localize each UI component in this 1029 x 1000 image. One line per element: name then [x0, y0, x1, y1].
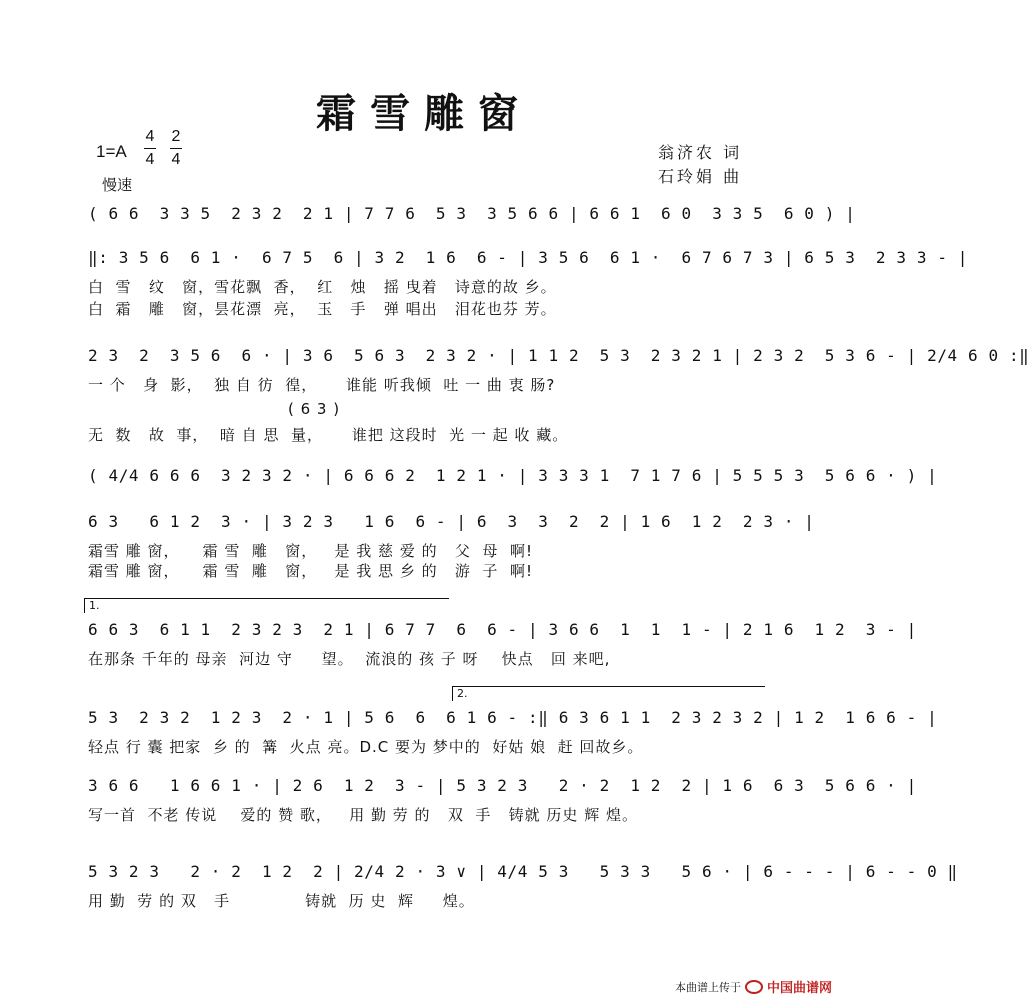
notation: ( 4/4 6 6 6 3 2 3 2 · | 6 6 6 2 1 2 1 · | 3 3 3 1 7 1 7 6 | 5 5 5 3 5 6 6 · ) | — [88, 466, 938, 485]
lyric-verse-1: 用 勤 劳 的 双 手 铸就 历 史 辉 煌。 — [88, 892, 475, 910]
lyricist-credit: 翁济农 词 — [658, 143, 743, 162]
notation: 3 6 6 1 6 6 1 · | 2 6 1 2 3 - | 5 3 2 3 2 · 2 1 2 2 | 1 6 6 3 5 6 6 · | — [88, 776, 917, 795]
song-title: 霜雪雕窗 — [316, 90, 532, 137]
notation: 5 3 2 3 2 · 2 1 2 2 | 2/4 2 · 3 ∨ | 4/4 5 3 5 3 3 5 6 · | 6 - - - | 6 - - 0 ‖ — [88, 862, 958, 881]
lyric-verse-1: 一 个 身 影， 独 自 彷 徨， 谁能 听我倾 吐 一 曲 衷 肠? — [88, 376, 556, 394]
volta-1: 1. — [84, 598, 449, 613]
time-sig-1-top: 4 — [145, 128, 155, 145]
lyric-verse-1: 轻点 行 囊 把家 乡 的 篝 火点 亮。D.C 要为 梦中的 好姑 娘 赶 回故乡。 — [88, 738, 644, 756]
footer-watermark — [675, 977, 832, 996]
time-sig-2-bottom: 4 — [171, 151, 181, 168]
lyric-verse-2: 无 数 故 事， 暗 自 思 量， 谁把 这段时 光 一 起 收 藏。 — [88, 426, 569, 444]
site-name: 中国曲谱网 — [766, 981, 832, 996]
composer-credit: 石玲娟 曲 — [658, 167, 743, 186]
key-signature: 1=A — [96, 142, 127, 161]
notation: 6 6 3 6 1 1 2 3 2 3 2 1 | 6 7 7 6 6 - | 3 6 6 1 1 1 - | 2 1 6 1 2 3 - | — [88, 620, 917, 639]
time-sig-1-bottom: 4 — [145, 151, 155, 168]
notation: 2 3 2 3 5 6 6 · | 3 6 5 6 3 2 3 2 · | 1 1 2 5 3 2 3 2 1 | 2 3 2 5 3 6 - | 2/4 6 0 :‖ — [88, 346, 1029, 365]
lyric-verse-1: 白 雪 纹 窗，雪花飘 香， 红 烛 摇 曳着 诗意的故 乡。 — [88, 278, 557, 296]
uploaded-label: 本曲谱上传于 — [674, 980, 741, 994]
notation: ( 6 6 3 3 5 2 3 2 2 1 | 7 7 6 5 3 3 5 6 6 | 6 6 1 6 0 3 3 5 6 0 ) | — [88, 204, 856, 223]
notation: 6 3 6 1 2 3 · | 3 2 3 1 6 6 - | 6 3 3 2 2 | 1 6 1 2 2 3 · | — [88, 512, 815, 531]
alternate-notes: ( 6 3 ) — [288, 400, 341, 418]
notation: ‖: 3 5 6 6 1 · 6 7 5 6 | 3 2 1 6 6 - | 3 5 6 6 1 · 6 7 6 7 3 | 6 5 3 2 3 3 - | — [88, 248, 969, 267]
notation: 5 3 2 3 2 1 2 3 2 · 1 | 5 6 6 6 1 6 - :‖ 6 3 6 1 1 2 3 2 3 2 | 1 2 1 6 6 - | — [88, 708, 938, 727]
lyric-verse-1: 在那条 千年的 母亲 河边 守 望。 流浪的 孩 子 呀 快点 回 来吧, — [88, 650, 611, 668]
lyric-verse-2: 白 霜 雕 窗，昙花漂 亮， 玉 手 弹 唱出 泪花也芬 芳。 — [88, 300, 557, 318]
time-sig-2-top: 2 — [171, 128, 181, 145]
volta-2: 2. — [452, 686, 765, 701]
lyric-verse-1: 写一首 不老 传说 爱的 赞 歌， 用 勤 劳 的 双 手 铸就 历史 辉 煌。 — [88, 806, 638, 824]
time-signature-1 — [144, 126, 156, 171]
site-logo-icon — [745, 980, 763, 994]
lyric-verse-2: 霜雪 雕 窗， 霜 雪 雕 窗， 是 我 思 乡 的 游 子 啊! — [88, 562, 533, 580]
tempo-marking: 慢速 — [102, 176, 133, 194]
lyric-verse-1: 霜雪 雕 窗， 霜 雪 雕 窗， 是 我 慈 爱 的 父 母 啊! — [88, 542, 533, 560]
time-signature-2 — [170, 126, 182, 171]
